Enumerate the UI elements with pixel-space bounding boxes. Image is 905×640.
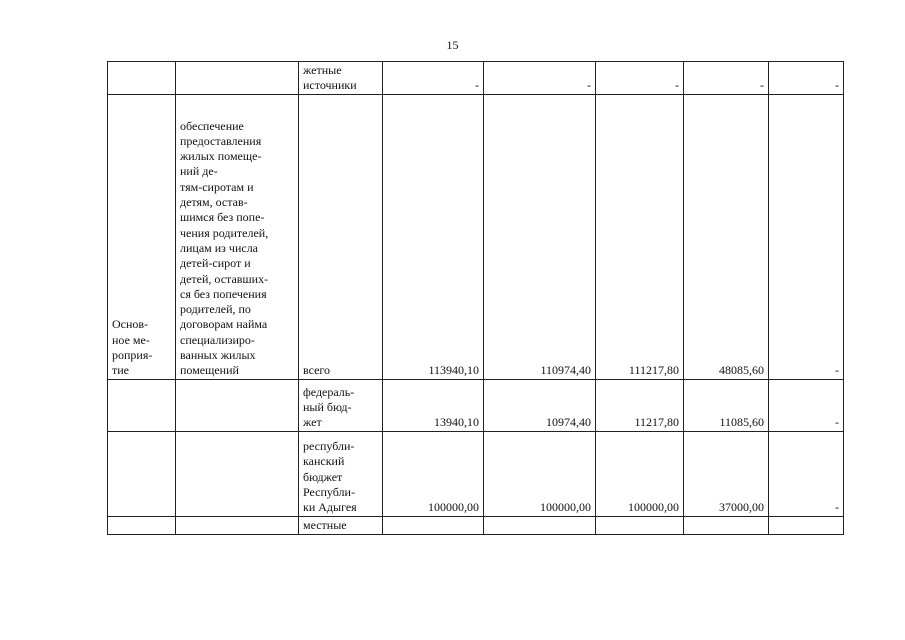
value-cell: 11217,80 (596, 379, 684, 431)
budget-table (107, 61, 844, 535)
value-cell: 13940,10 (383, 379, 484, 431)
description-cell (176, 379, 299, 431)
value-cell: - (769, 62, 844, 95)
activity-cell (108, 516, 176, 534)
value-cell: - (769, 94, 844, 379)
description-cell (176, 516, 299, 534)
table-row (108, 94, 844, 379)
value-cell (484, 516, 596, 534)
value-cell: 10974,40 (484, 379, 596, 431)
activity-cell (108, 379, 176, 431)
value-cell: - (769, 379, 844, 431)
value-cell (383, 516, 484, 534)
funding-source-cell: республи- канский бюджет Республи- ки Адыгея (299, 431, 383, 516)
value-cell: 100000,00 (596, 431, 684, 516)
value-cell (769, 516, 844, 534)
funding-source-cell: жетные источники (299, 62, 383, 95)
value-cell: - (769, 431, 844, 516)
value-cell (596, 516, 684, 534)
table-row (108, 516, 844, 534)
page-number: 15 (446, 38, 459, 52)
value-cell: 37000,00 (684, 431, 769, 516)
funding-source-cell: федераль- ный бюд- жет (299, 379, 383, 431)
value-cell: 111217,80 (596, 94, 684, 379)
description-cell (176, 62, 299, 95)
value-cell: 48085,60 (684, 94, 769, 379)
activity-cell: Основ- ное ме- роприя- тие (108, 94, 176, 379)
value-cell (684, 516, 769, 534)
value-cell: - (383, 62, 484, 95)
table-row (108, 431, 844, 516)
table-row (108, 62, 844, 95)
value-cell: 100000,00 (484, 431, 596, 516)
value-cell: - (684, 62, 769, 95)
value-cell: 110974,40 (484, 94, 596, 379)
value-cell: - (596, 62, 684, 95)
value-cell: 100000,00 (383, 431, 484, 516)
funding-source-cell: всего (299, 94, 383, 379)
description-cell: обеспечение предоставления жилых помеще- ний де- тям-сиротам и детям, остав- шимся без попе- чения родителей, лицам из числа детей-сирот и детей, оставших- ся без попечения родителей, по договорам найма специализиро- ванных жилых помещений (176, 94, 299, 379)
value-cell: 11085,60 (684, 379, 769, 431)
activity-cell (108, 62, 176, 95)
activity-cell (108, 431, 176, 516)
value-cell: 113940,10 (383, 94, 484, 379)
funding-source-cell: местные (299, 516, 383, 534)
value-cell: - (484, 62, 596, 95)
description-cell (176, 431, 299, 516)
table-row (108, 379, 844, 431)
